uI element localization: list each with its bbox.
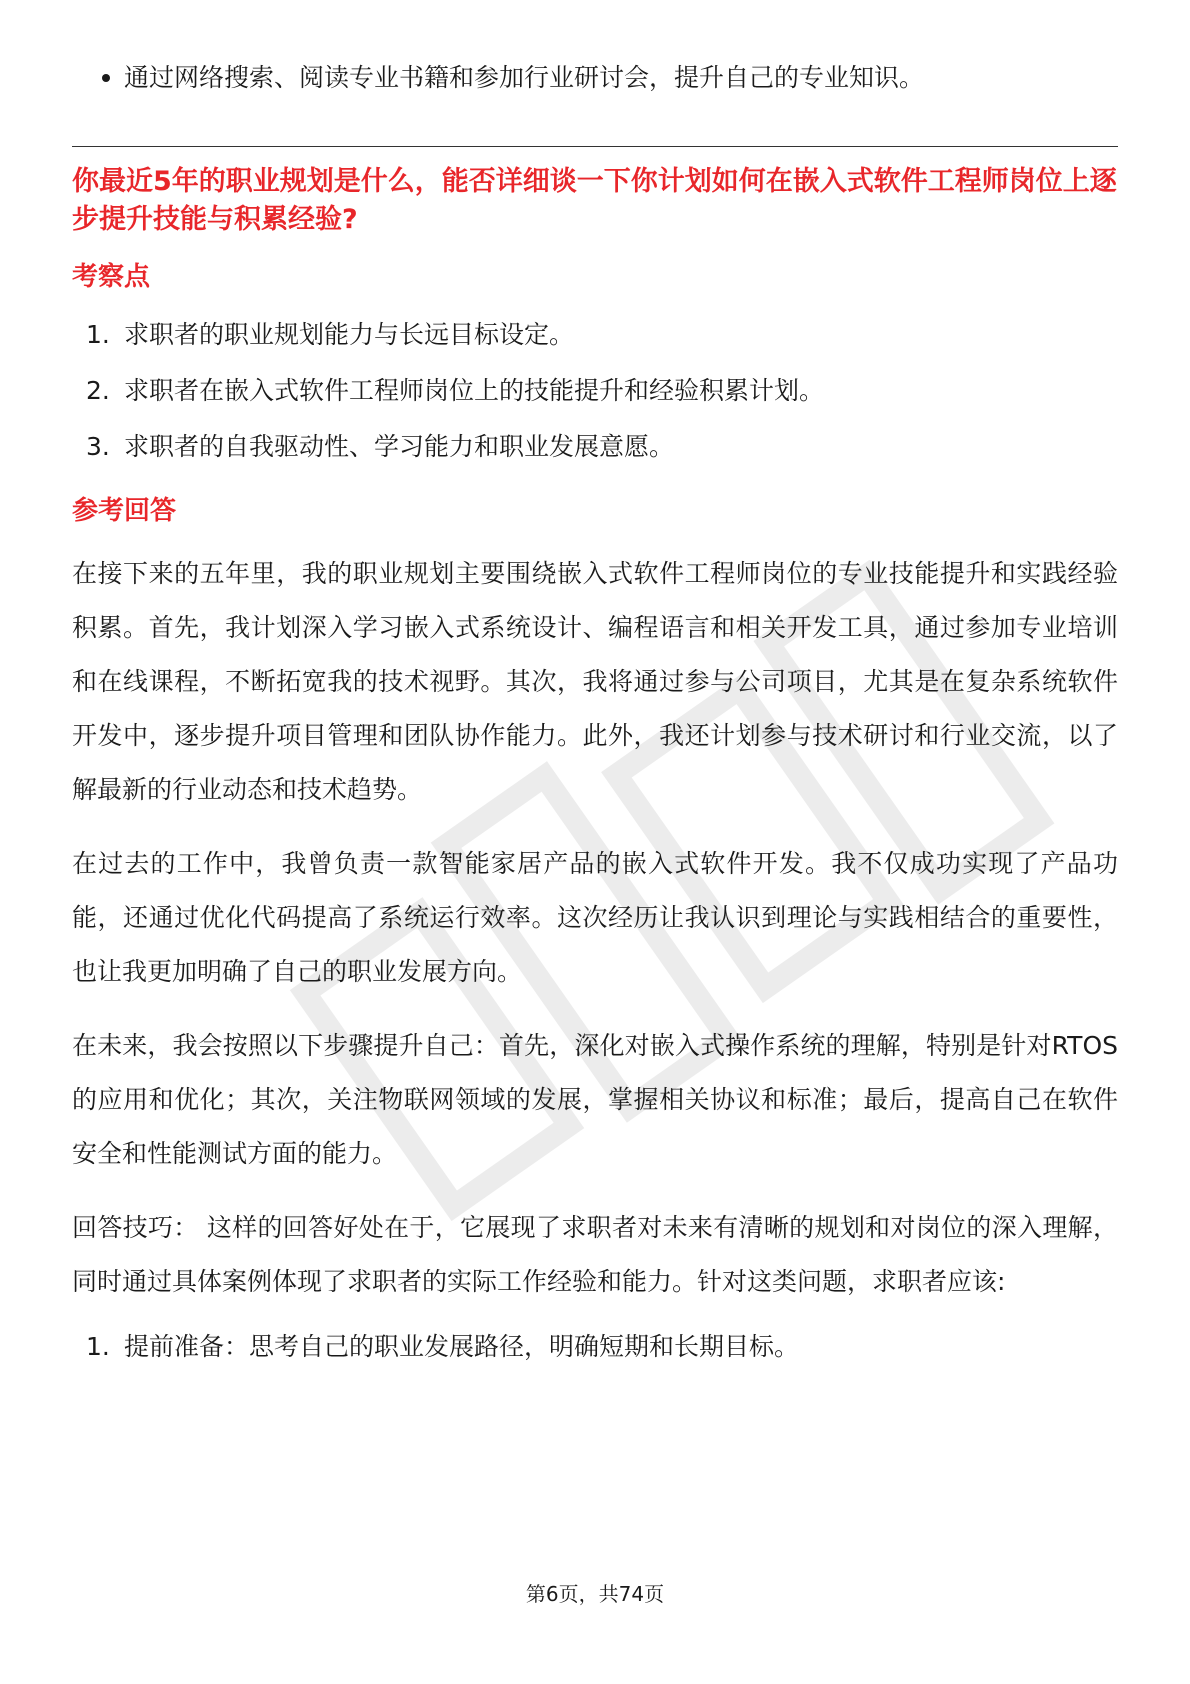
tips-list (72, 1327, 1118, 1367)
list-number: 1. (86, 320, 110, 349)
assessment-item (72, 315, 1118, 355)
assessment-list (72, 315, 1118, 467)
assessment-item (72, 371, 1118, 411)
section-divider (72, 146, 1118, 147)
list-text: 求职者的职业规划能力与长远目标设定。 (124, 320, 575, 349)
page-footer: 第6页，共74页 (525, 1582, 665, 1606)
list-number: 1. (86, 1332, 110, 1361)
list-text: 提前准备：思考自己的职业发展路径，明确短期和长期目标。 (124, 1332, 800, 1361)
assessment-title: 考察点 (72, 262, 151, 292)
list-text: 求职者在嵌入式软件工程师岗位上的技能提升和经验积累计划。 (124, 376, 825, 405)
answer-paragraph: 在过去的工作中，我曾负责一款智能家居产品的嵌入式软件开发。我不仅成功实现了产品功能，还通过优化代码提高了系统运行效率。这次经历让我认识到理论与实践相结合的重要性，也让我更加明确了自己的职业发展方向。 (72, 849, 1118, 986)
list-number: 2. (86, 376, 110, 405)
tips-item (72, 1327, 1118, 1367)
question-heading: 你最近5年的职业规划是什么，能否详细谈一下你计划如何在嵌入式软件工程师岗位上逐步提升技能与积累经验? (72, 166, 1117, 235)
page-content (72, 58, 1118, 1383)
answer-paragraph: 在未来，我会按照以下步骤提升自己：首先，深化对嵌入式操作系统的理解，特别是针对RTOS的应用和优化；其次，关注物联网领域的发展，掌握相关协议和标准；最后，提高自己在软件安全和性能测试方面的能力。 (72, 1031, 1118, 1168)
answer-tips-paragraph: 回答技巧： 这样的回答好处在于，它展现了求职者对未来有清晰的规划和对岗位的深入理解，同时通过具体案例体现了求职者的实际工作经验和能力。针对这类问题，求职者应该: (72, 1213, 1118, 1296)
list-text: 求职者的自我驱动性、学习能力和职业发展意愿。 (124, 432, 675, 461)
answer-paragraph: 在接下来的五年里，我的职业规划主要围绕嵌入式软件工程师岗位的专业技能提升和实践经验积累。首先，我计划深入学习嵌入式系统设计、编程语言和相关开发工具，通过参加专业培训和在线课程，不断拓宽我的技术视野。其次，我将通过参与公司项目，尤其是在复杂系统软件开发中，逐步提升项目管理和团队协作能力。此外，我还计划参与技术研讨和行业交流，以了解最新的行业动态和技术趋势。 (72, 559, 1118, 804)
assessment-item (72, 427, 1118, 467)
answer-title: 参考回答 (72, 496, 177, 526)
list-number: 3. (86, 432, 110, 461)
bullet-list (72, 58, 1118, 98)
bullet-item: 通过网络搜索、阅读专业书籍和参加行业研讨会，提升自己的专业知识。 (72, 58, 1118, 98)
